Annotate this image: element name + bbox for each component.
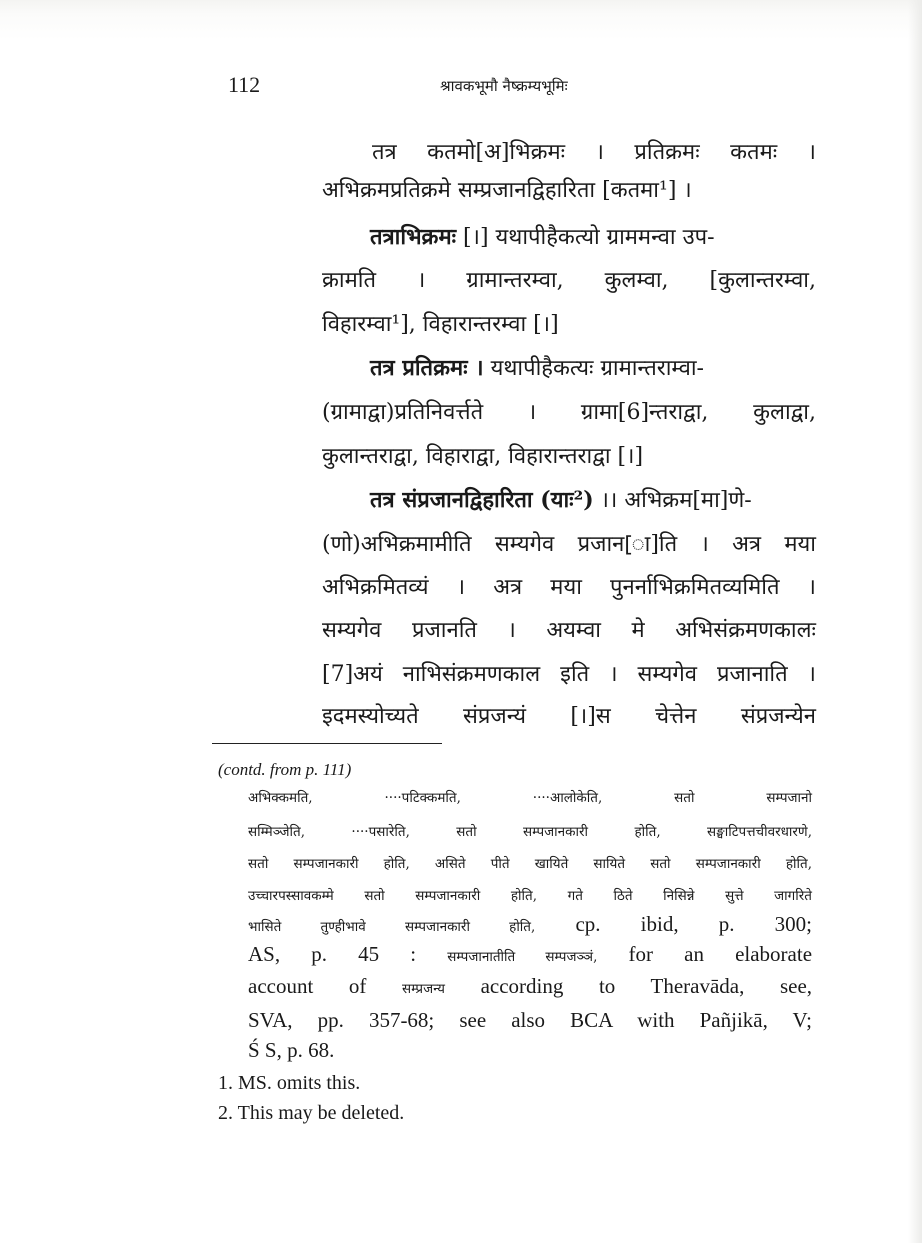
- text-line: [7]अयं नाभिसंक्रमणकाल इति । सम्यगेव प्रजानाति ।: [322, 662, 816, 687]
- footnote-line: उच्चारपस्सावकम्मे सतो सम्पजानकारी होति, गते ठिते निसिन्ने सुत्ते जागरिते: [248, 888, 812, 904]
- scan-edge: [908, 0, 922, 1243]
- footnote-line: अभिक्कमति, ····पटिक्कमति, ····आलोकेति, सतो सम्पजानो: [248, 790, 812, 806]
- text-line: अभिक्रमितव्यं । अत्र मया पुनर्नाभिक्रमितव्यमिति ।: [322, 575, 816, 600]
- footnote-line: account of सम्प्रजन्य according to Theravāda, see,: [248, 974, 813, 998]
- text-line: कुलान्तराद्वा, विहाराद्वा, विहारान्तराद्वा [।]: [322, 444, 644, 469]
- text-line: क्रामति । ग्रामान्तरम्वा, कुलम्वा, [कुलान्तरम्वा,: [322, 268, 816, 293]
- text-line: अभिक्रमप्रतिक्रमे सम्प्रजानद्विहारिता [कतमा¹] ।: [322, 178, 692, 203]
- footnote-line: AS, p. 45 : सम्पजानातीति सम्पजञ्ञं, for an elaborate: [248, 942, 813, 966]
- page-number: 112: [228, 72, 261, 97]
- footnote-rule: [212, 743, 442, 744]
- footnote-1: 1. MS. omits this.: [218, 1072, 361, 1094]
- text-line: तत्र कतमो[अ]भिक्रमः । प्रतिक्रमः कतमः ।: [372, 140, 816, 165]
- footnote-line: भासिते तुण्हीभावे सम्पजानकारी होति, cp. ibid, p. 300;: [248, 912, 812, 936]
- footnote-line: सतो सम्पजानकारी होति, असिते पीते खायिते सायिते सतो सम्पजानकारी होति,: [248, 856, 812, 872]
- footnote-line: Ś S, p. 68.: [248, 1038, 335, 1062]
- footnote-line: SVA, pp. 357-68; see also BCA with Pañjikā, V;: [248, 1008, 812, 1032]
- footnote-line: सम्मिञ्जेति, ····पसारेति, सतो सम्पजानकारी होति, सङ्घाटिपत्तचीवरधारणे,: [248, 824, 812, 840]
- text-line: विहारम्वा¹], विहारान्तरम्वा [।]: [322, 312, 559, 337]
- continuation-note: (contd. from p. 111): [218, 760, 352, 779]
- text-line: तत्राभिक्रमः [।] यथापीहैकत्यो ग्राममन्वा उप-: [370, 224, 715, 250]
- text-line: तत्र संप्रजानद्विहारिता (याः²) ।। अभिक्रम[मा]णे-: [370, 487, 752, 513]
- section-heading: तत्राभिक्रमः: [370, 224, 457, 250]
- running-title: श्रावकभूमौ नैष्क्रम्यभूमिः: [440, 77, 568, 95]
- section-heading: तत्र प्रतिक्रमः ।: [370, 355, 484, 381]
- text-line: (ग्रामाद्वा)प्रतिनिवर्त्तते । ग्रामा[6]न्तराद्वा, कुलाद्वा,: [322, 400, 816, 425]
- text-line: तत्र प्रतिक्रमः । यथापीहैकत्यः ग्रामान्तराम्वा-: [370, 355, 704, 381]
- footnote-2: 2. This may be deleted.: [218, 1102, 405, 1124]
- text-line: इदमस्योच्यते संप्रजन्यं [।]स चेत्तेन संप्रजन्येन: [322, 704, 816, 729]
- section-heading: तत्र संप्रजानद्विहारिता (याः²): [370, 487, 594, 513]
- text-line: (णो)अभिक्रमामीति सम्यगेव प्रजान[ा]ति । अत्र मया: [322, 532, 816, 557]
- text-line: सम्यगेव प्रजानति । अयम्वा मे अभिसंक्रमणकालः: [322, 618, 816, 643]
